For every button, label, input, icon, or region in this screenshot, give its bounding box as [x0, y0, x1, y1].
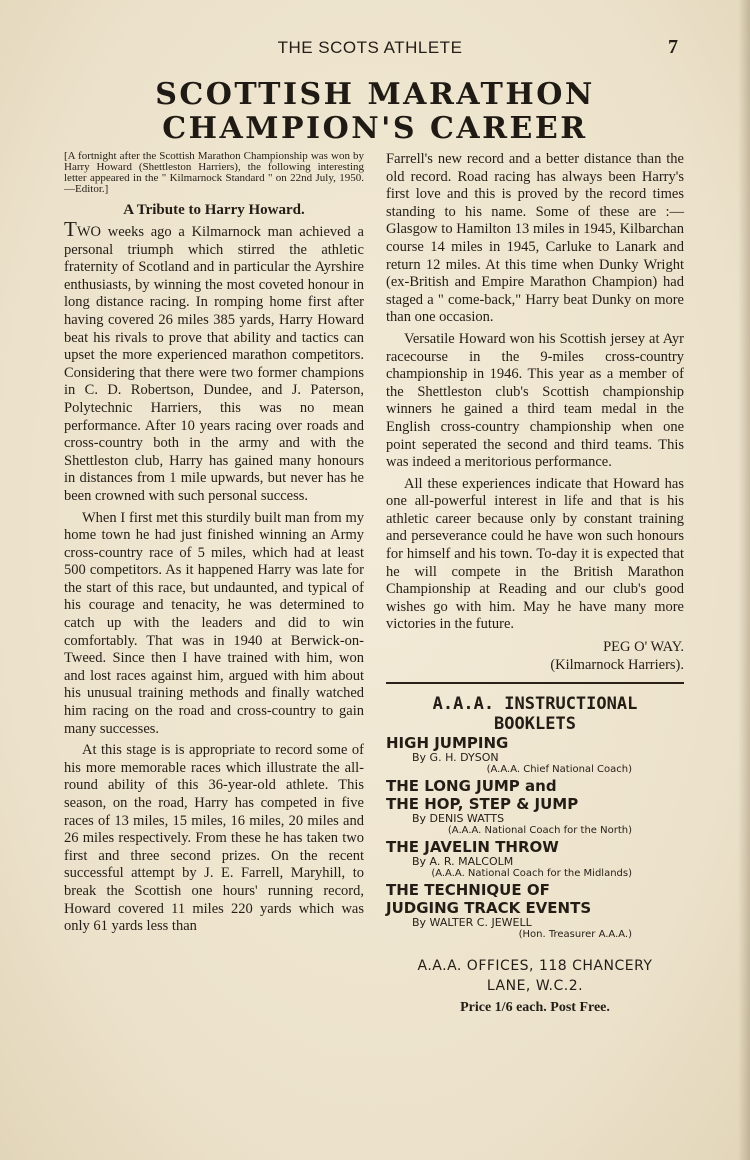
booklet-author: By A. R. MALCOLM [412, 855, 514, 869]
left-column [64, 151, 364, 940]
editor-intro: [A fortnight after the Scottish Marathon Championship was won by Harry Howard (Shettleston Harriers), the following interesting letter appeared in the " Kilmarnock Standard " on 22nd July, 1950.—Editor.] [64, 150, 364, 195]
advert-address-line-1: A.A.A. OFFICES, 118 CHANCERY [417, 958, 653, 975]
article-paragraph-5: Versatile Howard won his Scottish jersey at Ayr racecourse in the 9-miles cross-country championship in 1946. This year as a member of the Shettleston club's Scottish championship winners he gained a third team medal in the English cross-country championship when one point seperated the second and third teams. This was indeed a meritorious performance. [386, 330, 684, 471]
page-number: 7 [668, 36, 678, 58]
booklet-author: By WALTER C. JEWELL [412, 916, 532, 930]
booklet-author-role: (A.A.A. National Coach for the North) [447, 825, 632, 837]
advert-title-line-1: A.A.A. INSTRUCTIONAL [432, 694, 638, 715]
article-paragraph-4: Farrell's new record and a better distance than the old record. Road racing has always been Harry's first love and this is proved by the record times standing to his name. Some of these are :—Glasgow to Hamilton 13 miles in 1945, Kilbarchan course 14 miles in 1945, Carluke to Lanark and return 12 miles. At this time when Dunky Wright (ex-British and Empire Marathon Champion) had staged a " come-back," Harry beat Dunky on more than one occasion. [386, 151, 684, 326]
booklets-advert [386, 694, 684, 1016]
article-paragraph-2: When I first met this sturdily built man from my home town he had just finished winning an Army cross-country race of 5 miles, which had at least 500 competitors. As it happened Harry was late for the start of this race, but undaunted, and typical of his courage and tenacity, he was determined to catch up with the leaders and did to win comfortably. That was in 1940 at Berwick-on-Tweed. Since then I have trained with him, won and lost races against him, argued with him about his unusual training methods and finally watched him racing on the road and cross-country to gain many successes. [64, 509, 364, 737]
booklet-title: HIGH JUMPING [386, 734, 509, 753]
booklet-author-role: (A.A.A. National Coach for the Midlands) [431, 868, 632, 880]
paragraph-1-text: WO weeks ago a Kilmarnock man achieved a personal triumph which stirred the athletic fraternity of Scotland and in particular the Ayrshire enthusiasts, by winning the most coveted honour in long distance racing. In romping home first after having covered 26 miles 385 yards, Harry Howard beat his rivals to prove that ability and tactics can upset the more experienced marathon competitors. Considering that there were two former champions in C. D. Robertson, Dundee, and J. Paterson, Polytechnic Harriers, this was no mean performance. After 10 years racing over roads and cross-country both in the army and with the Shettleston club, Harry has gained many honours in distances from 1 mile upwards, but never has he been crowned with such personal success. [64, 224, 364, 504]
page-edge-shadow [738, 0, 750, 1160]
article-subheading: A Tribute to Harry Howard. [123, 202, 305, 218]
advert-title-line-2: BOOKLETS [494, 714, 576, 735]
drop-cap: T [64, 217, 77, 241]
booklet-author-role: (A.A.A. Chief National Coach) [486, 764, 632, 776]
booklet-title-line-2: THE HOP, STEP & JUMP [386, 795, 579, 814]
booklet-author-role: (Hon. Treasurer A.A.A.) [518, 929, 632, 941]
section-divider [386, 682, 684, 684]
running-title: THE SCOTS ATHLETE [277, 38, 463, 57]
booklet-title: THE TECHNIQUE OF [386, 881, 550, 900]
article-headline [90, 78, 660, 146]
article-paragraph-1 [64, 217, 364, 506]
headline-line-1: SCOTTISH MARATHON [155, 77, 595, 112]
booklet-title: THE JAVELIN THROW [386, 838, 559, 857]
signature-name: PEG O' WAY. [603, 639, 684, 656]
booklet-author: By DENIS WATTS [412, 812, 505, 826]
right-column [386, 151, 684, 1016]
signature-club: (Kilmarnock Harriers). [550, 657, 684, 674]
article-paragraph-6: All these experiences indicate that Howard has one all-powerful interest in life and that is his athletic career because only by constant training and perseverance could he have won such honours for himself and his town. To-day it is expected that he will compete in the British Marathon Championship at Reading and our club's good wishes go with him. May he have many more victories in the future. [386, 475, 684, 633]
advert-price: Price 1/6 each. Post Free. [460, 1000, 610, 1016]
advert-address-line-2: LANE, W.C.2. [486, 978, 584, 995]
article-paragraph-3: At this stage is is appropriate to record some of his more memorable races which illustrate the all-round ability of this 36-year-old athlete. This season, on the road, Harry has competed in five races of 13 miles, 15 miles, 16 miles, 20 miles and 26 miles respectively. From these he has taken two first and three second prizes. On the recent successful attempt by J. E. Farrell, Maryhill, to break the Scottish one hours' running record, Howard covered 11 miles 220 yards which was only 61 yards less than [64, 742, 364, 935]
booklet-title-line-2: JUDGING TRACK EVENTS [386, 899, 592, 918]
headline-line-2: CHAMPION'S CAREER [162, 111, 588, 146]
booklet-title: THE LONG JUMP and [386, 777, 557, 796]
booklet-author: By G. H. DYSON [412, 751, 499, 765]
